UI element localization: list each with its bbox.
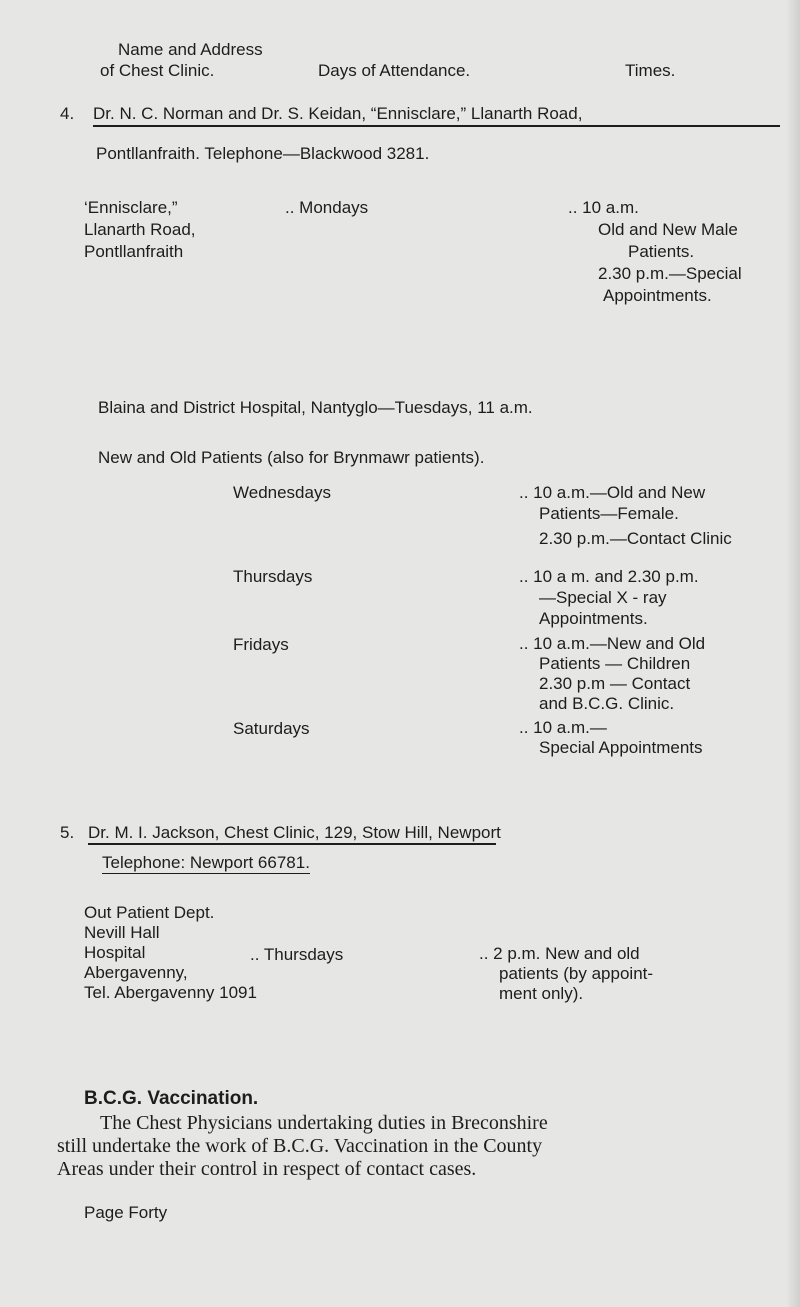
time-line: Old and New Male <box>598 220 738 239</box>
address-line: Pontllanfraith <box>84 242 184 261</box>
section5-number: 5. <box>60 823 75 842</box>
paragraph-line: Areas under their control in respect of contact cases. <box>57 1158 477 1180</box>
new-old-line: New and Old Patients (also for Brynmawr patients). <box>98 448 485 467</box>
schedule-time-line: Special Appointments <box>539 738 703 757</box>
time-line: patients (by appoint- <box>499 964 654 983</box>
header-name-address-line1: Name and Address <box>118 40 263 59</box>
section4-time-first: .. 10 a.m. <box>568 198 639 217</box>
section5-heading: Dr. M. I. Jackson, Chest Clinic, 129, Stow Hill, Newport <box>88 823 501 842</box>
schedule-time-line: .. 10 a m. and 2.30 p.m. <box>519 567 699 586</box>
address-line: Llanarth Road, <box>84 220 196 239</box>
section4-heading-line2: Pontllanfraith. Telephone—Blackwood 3281. <box>96 144 430 163</box>
section5-day: .. Thursdays <box>250 945 344 964</box>
schedule-times-thursdays <box>519 566 699 629</box>
bcg-title: B.C.G. Vaccination. <box>84 1088 259 1109</box>
schedule-day-saturdays: Saturdays <box>233 719 310 738</box>
address-line: Out Patient Dept. <box>84 903 215 922</box>
paragraph-line: still undertake the work of B.C.G. Vaccination in the County <box>57 1135 543 1157</box>
page-number: Page Forty <box>84 1203 168 1222</box>
schedule-time-line: Appointments. <box>539 609 648 628</box>
time-line: .. 2 p.m. New and old <box>479 944 640 963</box>
paragraph-line: The Chest Physicians undertaking duties in Breconshire <box>100 1112 548 1134</box>
time-line: 2.30 p.m.—Special <box>598 264 742 283</box>
blaina-line: Blaina and District Hospital, Nantyglo—Tuesdays, 11 a.m. <box>98 398 533 417</box>
schedule-time-line: 2.30 p.m.—Contact Clinic <box>539 529 732 548</box>
bcg-paragraph <box>57 1112 790 1181</box>
schedule-time-line: Patients — Children <box>539 654 691 673</box>
schedule-time-line: Patients—Female. <box>539 504 679 523</box>
address-line: Hospital <box>84 943 146 962</box>
address-line: Nevill Hall <box>84 923 160 942</box>
schedule-day-wednesdays: Wednesdays <box>233 483 331 502</box>
schedule-times-fridays <box>519 634 705 714</box>
section4-number: 4. <box>60 104 75 123</box>
schedule-time-line: 2.30 p.m — Contact <box>539 674 691 693</box>
schedule-time-line: .. 10 a.m.—New and Old <box>519 634 706 653</box>
schedule-time-line: —Special X - ray <box>539 588 667 607</box>
schedule-time-line: .. 10 a.m.—Old and New <box>519 483 706 502</box>
schedule-day-fridays: Fridays <box>233 635 289 654</box>
page-edge-shadow <box>786 0 800 1307</box>
header-name-address-line2: of Chest Clinic. <box>100 61 215 80</box>
schedule-time-line: .. 10 a.m.— <box>519 718 607 737</box>
header-times: Times. <box>625 61 676 80</box>
section4-heading-line1: Dr. N. C. Norman and Dr. S. Keidan, “Ennisclare,” Llanarth Road, <box>93 104 583 123</box>
schedule-time-line: and B.C.G. Clinic. <box>539 694 675 713</box>
section5-heading-underline <box>88 843 496 845</box>
section4-times <box>598 219 742 307</box>
time-line: Appointments. <box>603 286 712 305</box>
section4-day: .. Mondays <box>285 198 369 217</box>
address-line: ‘Ennisclare,” <box>84 198 178 217</box>
header-days: Days of Attendance. <box>318 61 471 80</box>
address-line: Abergavenny, <box>84 963 188 982</box>
schedule-day-thursdays: Thursdays <box>233 567 313 586</box>
section5-telephone: Telephone: Newport 66781. <box>102 853 310 872</box>
section5-address <box>84 903 257 1003</box>
address-line: Tel. Abergavenny 1091 <box>84 983 257 1002</box>
section4-heading-underline <box>93 125 780 127</box>
section4-address <box>84 197 196 263</box>
section5-telephone-underline <box>102 873 310 874</box>
time-line: Patients. <box>628 242 695 261</box>
section5-times <box>479 944 653 1004</box>
time-line: ment only). <box>499 984 584 1003</box>
schedule-times-wednesdays <box>519 482 705 524</box>
schedule-times-saturdays <box>519 718 703 758</box>
